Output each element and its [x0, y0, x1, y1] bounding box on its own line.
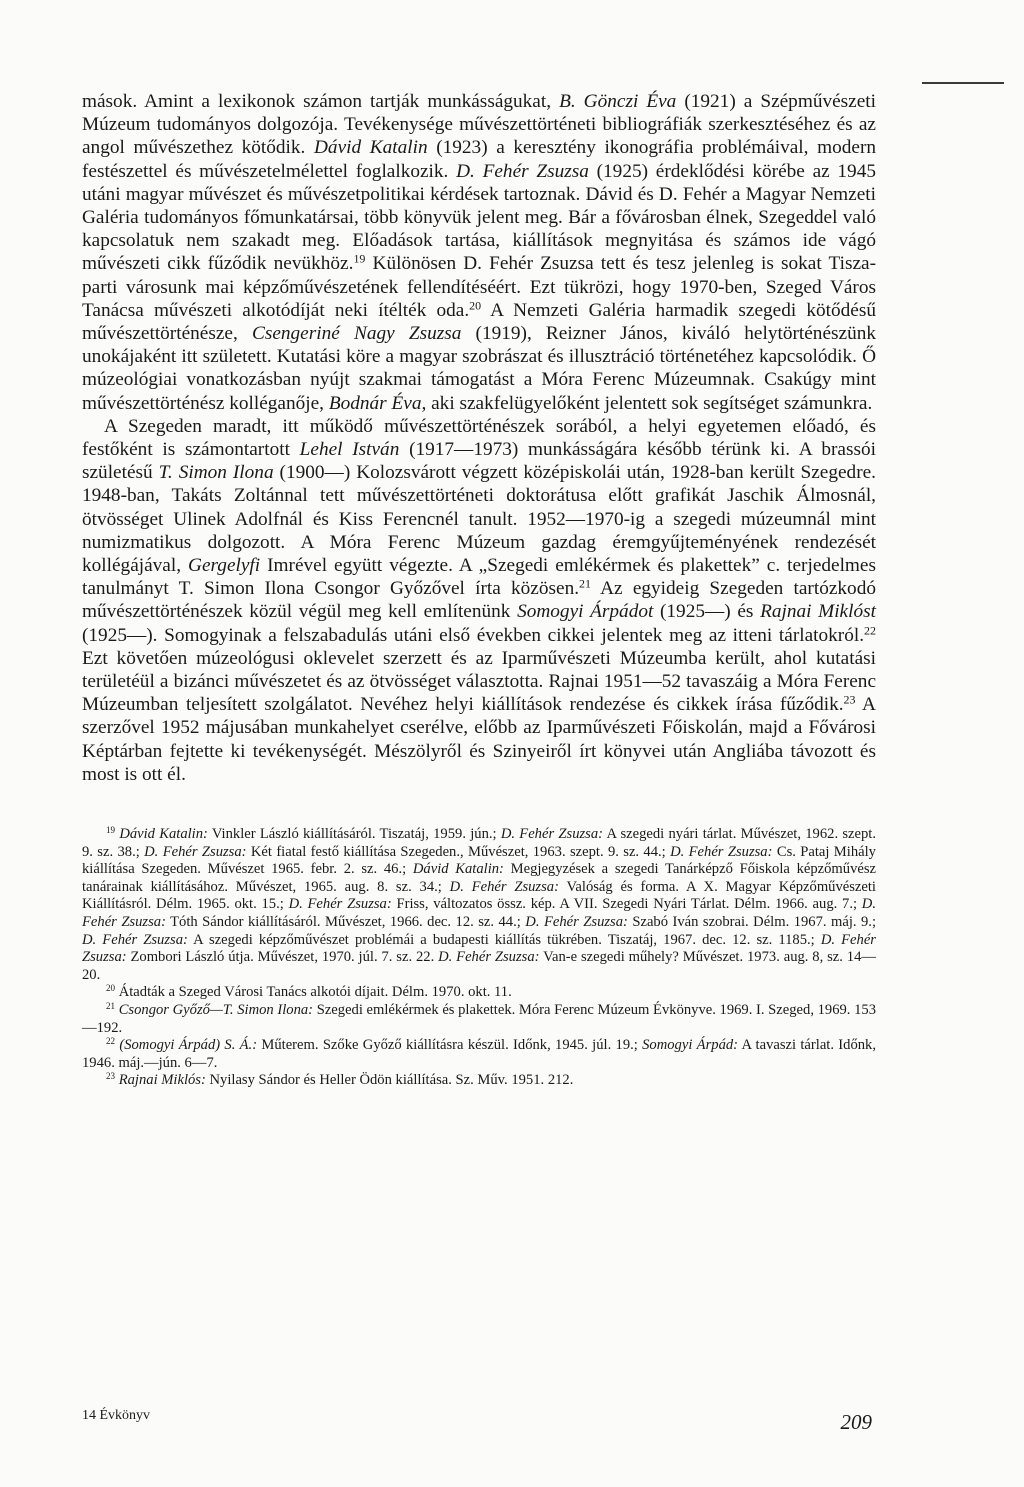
- footnote-author: Csongor Győző—T. Simon Ilona:: [118, 1002, 314, 1019]
- footnote-author: D. Fehér Zsuzsa:: [82, 931, 876, 966]
- footnote-text: Vinkler László kiállításáról. Tiszatáj, 1959. jún.;: [207, 826, 501, 843]
- footnote-20: [82, 984, 876, 1002]
- paragraph-1: [82, 90, 876, 415]
- footnote-text: Két fiatal festő kiállítása Szegeden., Művészet, 1963. szept. 9. sz. 44.;: [246, 843, 671, 860]
- footnote-19: [82, 826, 876, 984]
- paragraph-2: [82, 415, 876, 786]
- footnote-text: A szegedi nyári tárlat. Művészet, 1962. szept. 9. sz. 38.;: [82, 826, 876, 860]
- footnote-number: 20: [106, 983, 116, 994]
- footnote-text: Zombori László útja. Művészet, 1970. júl. 7. sz. 22.: [126, 949, 439, 966]
- person-name: T. Simon Ilona: [158, 462, 274, 484]
- text-run: (1925—). Somogyinak a felszabadulás utáni első években cikkei jelentek meg az itteni tárlatokról.: [82, 624, 865, 646]
- footnote-text: Van-e szegedi műhely? Művészet. 1973. aug. 8, sz. 14—20.: [82, 949, 876, 983]
- text-run: (1925—) és: [653, 601, 761, 623]
- footnote-author: D. Fehér Zsuzsa:: [82, 931, 188, 948]
- page-number: 209: [840, 1410, 872, 1434]
- text-run: (1919), Reizner János, kiváló helytörténészünk unokájaként itt született. Kutatási köre a magyar szobrászat és illusztráció történetéhez kapcsolódik. Ő múzeológiai vonatkozásban nyújt szakmai támogatást a Móra Ferenc Múzeumnak. Csakúgy mint művészettörténész kolléganője,: [82, 323, 876, 414]
- footnote-text: Cs. Pataj Mihály kiállítása Szegeden. Művészet 1965. febr. 2. sz. 46.;: [82, 843, 876, 878]
- footnote-author: D. Fehér Zsuzsa:: [525, 914, 628, 931]
- text-run: A Nemzeti Galéria harmadik szegedi kötődésű művészettörténésze,: [82, 299, 876, 345]
- text-run: Az egyideig Szegeden tartózkodó művészettörténészek közül végül meg kell említenünk: [82, 578, 876, 623]
- text-run: aki szakfelügyelőként jelentett sok segítséget számunkra.: [426, 392, 873, 414]
- text-run: (1921) a Szépművészeti Múzeum tudományos dolgozója. Tevékenysége művészettörténeti bibliográfiák szerkesztéséhez és az angol művészethez kötődik.: [82, 91, 876, 159]
- footnote-number: 23: [106, 1071, 116, 1082]
- footnote-author: Dávid Katalin:: [119, 826, 208, 843]
- person-name: Lehel István: [299, 439, 400, 461]
- footnote-text: Nyilasy Sándor és Heller Ödön kiállítása. Sz. Műv. 1951. 212.: [205, 1072, 574, 1089]
- text-run: Ezt követően múzeológusi oklevelet szerzett és az Iparművészeti Múzeumba került, ahol kutatási területéül a bizánci művészetet és az ötvösséget választotta. Rajnai 1951—52 tavaszáig a Móra Ferenc Múzeumban teljesített szolgálatot. Nevéhez helyi kiállítások rendezése és cikkek írása fűződik.: [82, 647, 876, 716]
- footnote-21: [82, 1002, 876, 1037]
- footnote-author: Dávid Katalin:: [412, 861, 504, 878]
- footnote-author: (Somogyi Árpád) S. Á.:: [119, 1037, 258, 1054]
- footnote-ref: 20: [469, 298, 482, 313]
- person-name: Rajnai Miklóst: [760, 601, 876, 623]
- footnote-22: [82, 1037, 876, 1072]
- footnote-ref: 19: [353, 251, 366, 266]
- person-name: B. Gönczi Éva: [559, 91, 677, 112]
- text-run: (1917—1973) munkásságára később térünk ki. A brassói születésű: [82, 439, 876, 484]
- footnote-author: D. Fehér Zsuzsa:: [449, 878, 559, 895]
- footnote-text: Műterem. Szőke Győző kiállításra készül. Időnk, 1945. júl. 19.;: [257, 1037, 643, 1054]
- text-run: A szerzővel 1952 májusában munkahelyet cserélve, előbb az Iparművészeti Főiskolán, majd a Fővárosi Képtárban fejtette ki tevékenységét. Mészölyről és Szinyeiről írt könyvei után Angliába távozott és most is ott él.: [82, 694, 876, 785]
- footnote-author: D. Fehér Zsuzsa:: [438, 949, 540, 966]
- footnote-text: A szegedi képzőművészet problémái a budapesti kiállítás tükrében. Tiszatáj, 1967. dec. 12. sz. 1185.;: [187, 931, 821, 948]
- person-name: D. Fehér Zsuzsa: [456, 160, 589, 182]
- footnote-ref: 21: [579, 576, 591, 591]
- footnote-number: 21: [106, 1001, 116, 1012]
- footnote-text: A tavaszi tárlat. Időnk, 1946. máj.—jún. 6—7.: [82, 1037, 876, 1071]
- footnote-text: Átadták a Szeged Városi Tanács alkotói díjait. Délm. 1970. okt. 11.: [115, 984, 512, 1001]
- footnote-text: Megjegyzések a szegedi Tanárképző Főiskola képzőművész tanárainak kiállításához. Művészet, 1965. aug. 8. sz. 34.;: [82, 861, 876, 895]
- text-run: Különösen D. Fehér Zsuzsa tett és tesz jelenleg is sokat Tisza-parti városunk mai képzőművészetének fellendítéséért. Ezt tükrözi, hogy 1970-ben, Szeged Város Tanácsa művészeti alkotódíját neki ítélték oda.: [82, 253, 876, 321]
- footnote-text: Valóság és forma. A X. Magyar Képzőművészeti Kiállításról. Délm. 1965. okt. 15.;: [82, 878, 876, 913]
- signature-mark: 14 Évkönyv: [82, 1408, 151, 1423]
- body-text: [82, 90, 876, 786]
- person-name: Bodnár Éva,: [328, 392, 427, 414]
- footnote-number: 22: [106, 1036, 116, 1047]
- footnote-author: D. Fehér Zsuzsa:: [144, 843, 247, 860]
- text-run: A Szegeden maradt, itt működő művészettörténészek sorából, a helyi egyetemen előadó, és festőként is számontartott: [82, 415, 876, 461]
- text-run: mások. Amint a lexikonok számon tartják munkásságukat,: [82, 91, 560, 112]
- footnote-text: Friss, változatos össz. kép. A VII. Szegedi Nyári Tárlat. Délm. 1966. aug. 7.;: [391, 896, 862, 913]
- text-run: (1900—) Kolozsvárott végzett középiskolái után, 1928-ban került Szegedre. 1948-ban, Takáts Zoltánnal tett művészettörténeti doktorátusa előtt grafikát Jaschik Álmosnál, ötvösséget Ulinek Adolfnál és Kiss Ferencnél tanult. 1952—1970-ig a szegedi múzeumnál mint numizmatikus dolgozott. A Móra Ferenc Múzeum gazdag éremgyűjteményének rendezését kollégájával,: [82, 462, 876, 577]
- footnote-text: Szegedi emlékérmek és plakettek. Móra Ferenc Múzeum Évkönyve. 1969. I. Szeged, 1969. 153—192.: [82, 1002, 876, 1036]
- footnote-23: [82, 1072, 876, 1090]
- person-name: Somogyi Árpádot: [517, 601, 654, 623]
- footnote-text: Tóth Sándor kiállításáról. Művészet, 1966. dec. 12. sz. 44.;: [165, 914, 526, 931]
- footnote-ref: 23: [843, 692, 856, 707]
- text-run: (1923) a keresztény ikonográfia problémáival, modern festészettel és művészetelmélettel foglalkozik.: [82, 137, 877, 182]
- person-name: Csengeriné Nagy Zsuzsa: [251, 323, 462, 345]
- header-rule: [922, 82, 1004, 84]
- footnote-author: Rajnai Miklós:: [118, 1072, 206, 1089]
- page-footer: [82, 1408, 876, 1448]
- text-run: Imrével együtt végezte. A „Szegedi emlékérmek és plakettek” c. terjedelmes tanulmányt T. Simon Ilona Csongor Győzővel írta közösen.: [82, 555, 876, 600]
- person-name: Gergelyfi: [188, 555, 261, 577]
- page-content: [82, 90, 876, 1090]
- footnote-number: 19: [106, 825, 116, 836]
- footnote-author: D. Fehér Zsuzsa:: [500, 826, 604, 843]
- person-name: Dávid Katalin: [314, 137, 428, 159]
- footnotes: [82, 826, 876, 1090]
- footnote-author: D. Fehér Zsuzsa:: [288, 896, 392, 913]
- footnote-author: D. Fehér Zsuzsa:: [82, 896, 876, 931]
- text-run: (1925) érdeklődési körébe az 1945 utáni magyar művészet és művészetpolitikai kérdések tartoznak. Dávid és D. Fehér a Magyar Nemzeti Galéria tudományos főmunkatársai, több könyvük jelent meg. Bár a fővárosban élnek, Szegeddel való kapcsolatuk nem szakadt meg. Előadások tartása, kiállítások megnyitása és számos ide vágó művészeti cikk fűződik nevükhöz.: [82, 160, 876, 275]
- footnote-author: Somogyi Árpád:: [642, 1037, 739, 1054]
- footnote-text: Szabó Iván szobrai. Délm. 1967. máj. 9.;: [627, 914, 877, 931]
- footnote-ref: 22: [864, 623, 876, 638]
- footnote-author: D. Fehér Zsuzsa:: [670, 843, 773, 860]
